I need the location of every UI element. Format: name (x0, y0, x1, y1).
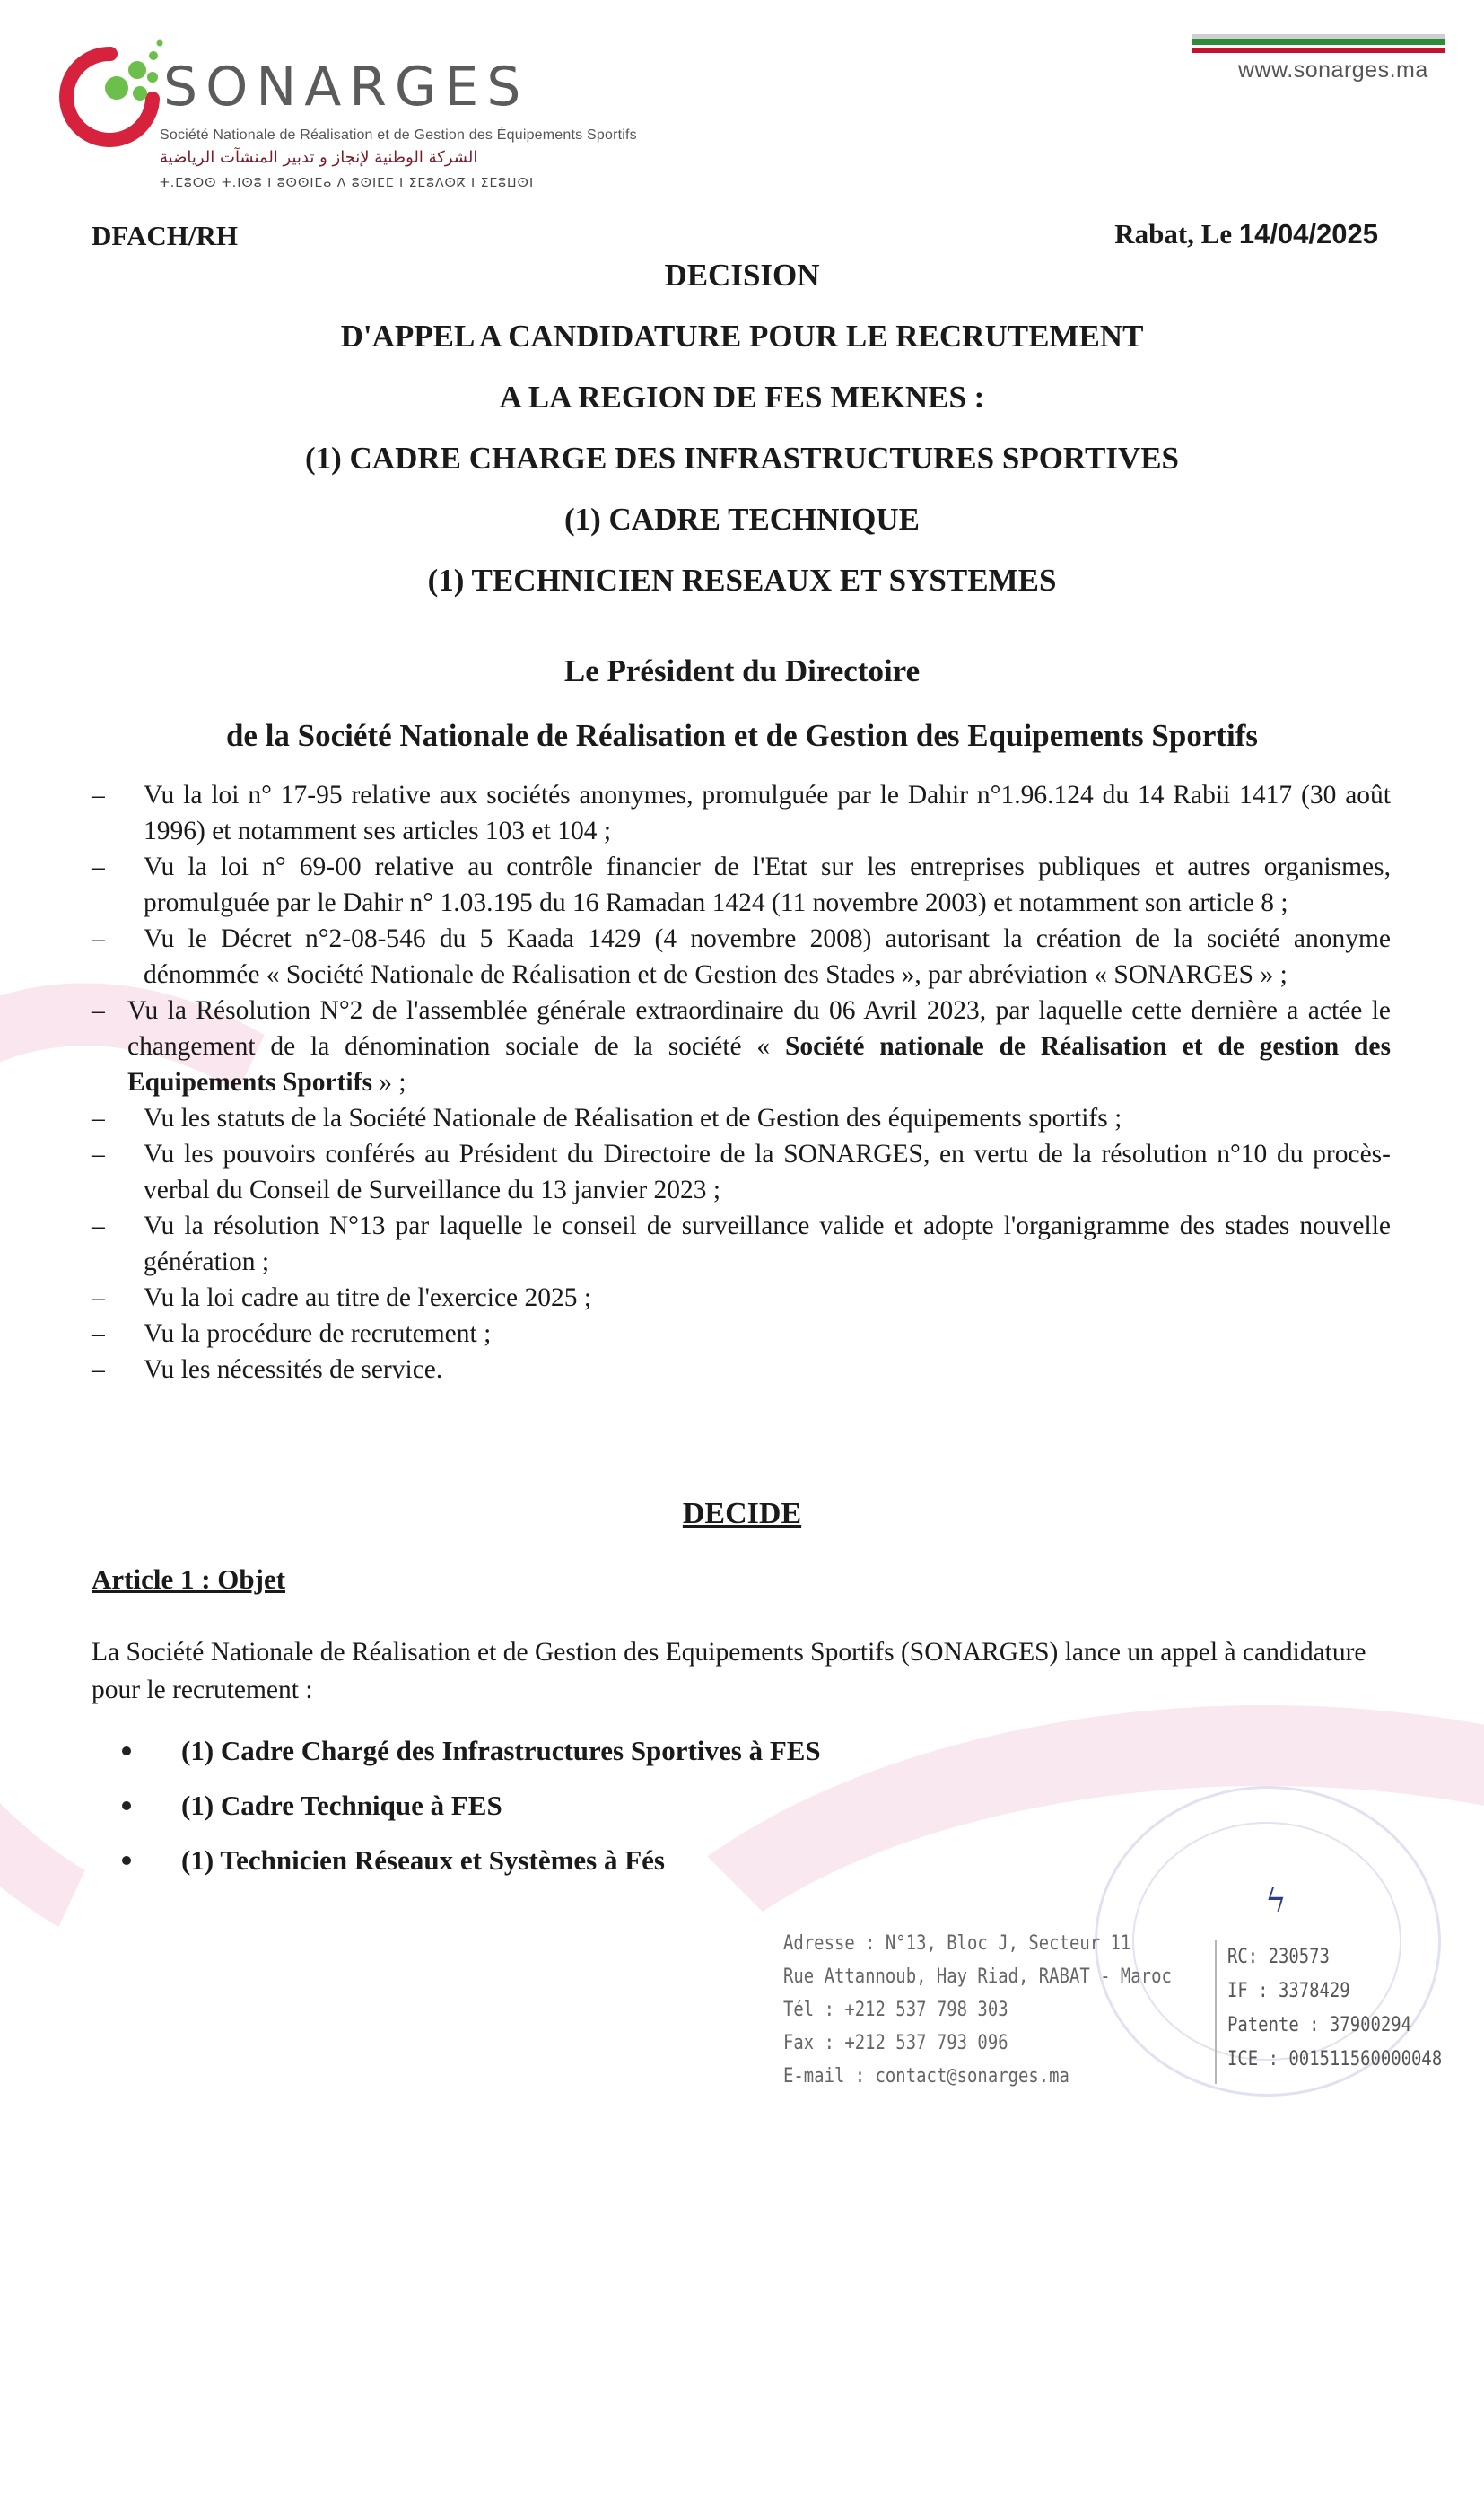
positions-list (92, 1732, 1168, 1896)
position-item: (1) Cadre Technique à FES (92, 1787, 1168, 1842)
decision-title (0, 253, 1484, 619)
considerations-list (90, 777, 1391, 1388)
consideration-item: – Vu la loi cadre au titre de l'exercice 2025 ; (92, 1283, 592, 1312)
consideration-item: – Vu les statuts de la Société Nationale de Réalisation et de Gestion des équipements sportifs ; (92, 1104, 1122, 1133)
footer-email[interactable]: E-mail : contact@sonarges.ma (783, 2065, 1069, 2087)
title-line: (1) CADRE CHARGE DES INFRASTRUCTURES SPORTIVES (304, 441, 1180, 476)
date-value: 14/04/2025 (1238, 218, 1378, 250)
brand-name: SONARGES (163, 56, 529, 118)
consideration-item: – Vu la Résolution N°2 de l'assemblée générale extraordinaire du 06 Avril 2023, par laquelle cette dernière a actée le changement de la dénomination sociale de la société « Société nationale de Réalisation et de gestion des Equipements Sportifs » ; (92, 996, 1391, 1097)
brand-subtitle-ar: الشركة الوطنية لإنجاز و تدبير المنشآت الرياضية (160, 148, 478, 167)
footer-rc: RC: 230573 (1227, 1946, 1330, 1968)
title-line: (1) TECHNICIEN RESEAUX ET SYSTEMES (427, 563, 1057, 598)
footer-if: IF : 3378429 (1227, 1980, 1350, 2002)
bullet-icon (122, 1746, 131, 1755)
document-reference: DFACH/RH (92, 220, 239, 251)
title-line: D'APPEL A CANDIDATURE POUR LE RECRUTEMENT (340, 319, 1144, 354)
sonarges-logo-icon (52, 36, 169, 153)
consideration-item: – Vu la loi n° 17-95 relative aux sociétés anonymes, promulguée par le Dahir n°1.96.124 du 14 Rabii 1417 (30 août 1996) et notamment ses articles 103 et 104 ; (92, 781, 1391, 845)
brand-subtitle-tifinagh: ⵜ.ⵎⵓⵔⵙ ⵜ.ⵏⵙⵓ ⵏ ⵓⵙⵙⵏⵎⴰ ⴷ ⵓⵙⵏⵎⵎ ⵏ ⵉⵎⵓⴷⵙⴽ ⵏ ⵉⵎⵓⵡⵙⵏ (160, 176, 535, 190)
president-company: de la Société Nationale de Réalisation et de Gestion des Equipements Sportifs (225, 718, 1259, 753)
consideration-item: – Vu les nécessités de service. (92, 1355, 443, 1384)
footer-fax: Fax : +212 537 793 096 (783, 2032, 1008, 2054)
date-prefix: Rabat, Le (1114, 218, 1233, 250)
footer-legal (1227, 1940, 1442, 2077)
footer-ice: ICE : 001511560000048 (1227, 2048, 1443, 2070)
title-line: A LA REGION DE FES MEKNES : (499, 380, 985, 415)
footer-phone: Tél : +212 537 798 303 (783, 1999, 1008, 2021)
decide-heading: DECIDE (682, 1497, 802, 1530)
consideration-item: – Vu le Décret n°2-08-546 du 5 Kaada 1429 (4 novembre 2008) autorisant la création de la société anonyme dénommée « Société Nationale de Réalisation et de Gestion des Stades », par abréviation « SONARGES » ; (92, 924, 1391, 989)
position-item: (1) Cadre Chargé des Infrastructures Sportives à FES (92, 1732, 1168, 1787)
title-line: (1) CADRE TECHNIQUE (563, 502, 921, 537)
footer-address-line: Adresse : N°13, Bloc J, Secteur 11 (783, 1932, 1131, 1955)
brand-subtitle-fr: Société Nationale de Réalisation et de Gestion des Équipements Sportifs (160, 127, 637, 143)
consideration-item: – Vu les pouvoirs conférés au Président du Directoire de la SONARGES, en vertu de la résolution n°10 du procès-verbal du Conseil de Surveillance du 13 janvier 2023 ; (92, 1140, 1391, 1204)
company-new-name: Société nationale de Réalisation et de gestion des Equipements Sportifs (127, 1032, 1391, 1097)
signature-mark: ϟ (1265, 1883, 1287, 1920)
article-1-intro: La Société Nationale de Réalisation et de Gestion des Equipements Sportifs (SONARGES) lance un appel à candidature pour le recrutement : (92, 1638, 1366, 1704)
document-date (1114, 218, 1378, 250)
position-item: (1) Technicien Réseaux et Systèmes à Fés (92, 1842, 1168, 1896)
president-title: Le Président du Directoire (563, 653, 921, 688)
flag-stripes (1192, 34, 1445, 53)
bullet-icon (122, 1856, 131, 1865)
article-1-title: Article 1 : Objet (92, 1563, 286, 1595)
footer-address-line: Rue Attannoub, Hay Riad, RABAT - Maroc (783, 1965, 1172, 1988)
consideration-item: – Vu la résolution N°13 par laquelle le conseil de surveillance valide et adopte l'organigramme des stades nouvelle génération ; (92, 1212, 1391, 1276)
bullet-icon (122, 1801, 131, 1810)
consideration-item: – Vu la loi n° 69-00 relative au contrôle financier de l'Etat sur les entreprises publiques et autres organismes, promulguée par le Dahir n° 1.03.195 du 16 Ramadan 1424 (11 novembre 2003) et notamment son article 8 ; (92, 853, 1391, 917)
footer-patente: Patente : 37900294 (1227, 2014, 1412, 2036)
consideration-item: – Vu la procédure de recrutement ; (92, 1319, 492, 1348)
title-line: DECISION (664, 258, 820, 293)
website-link[interactable]: www.sonarges.ma (1238, 57, 1428, 83)
footer-divider (1215, 1940, 1217, 2084)
footer-address (783, 1927, 1172, 2087)
